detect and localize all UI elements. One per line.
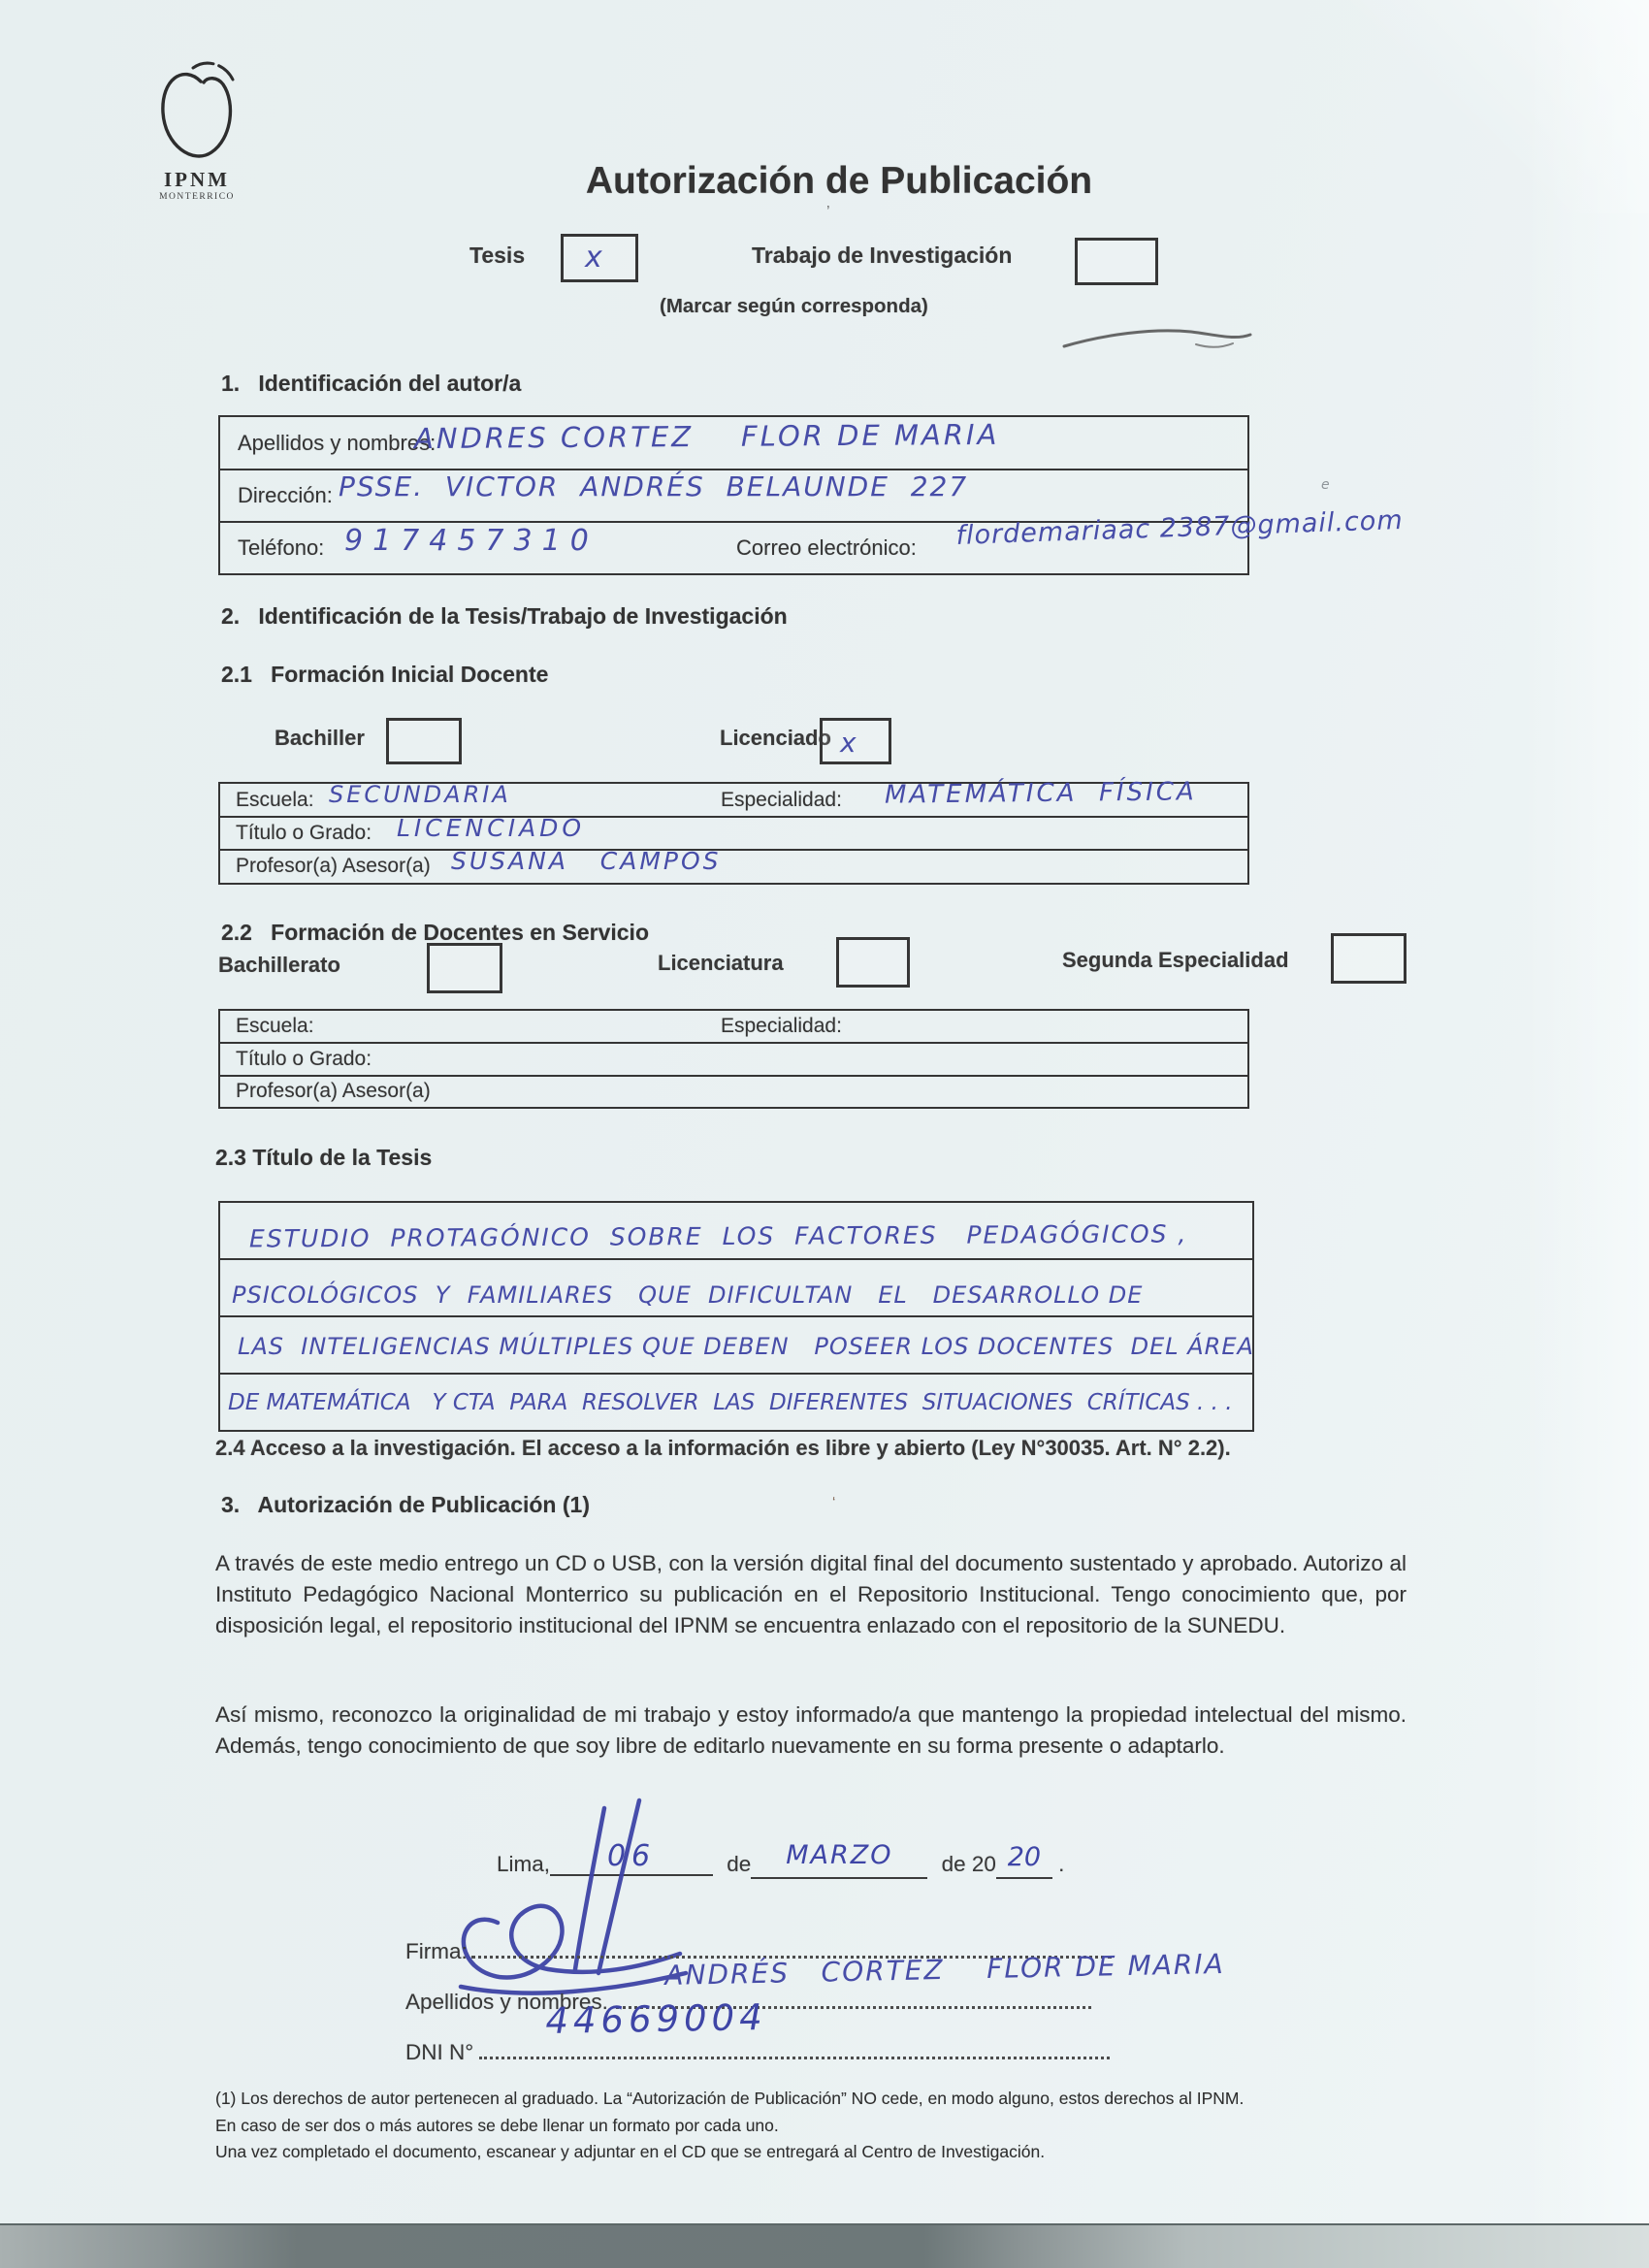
marcar-note: (Marcar según corresponda) [660,295,928,317]
pencil-mark-icon [1060,320,1254,355]
escuela-label: Escuela: [236,789,314,811]
bachillerato-checkbox [427,943,502,993]
year-value: 20 [1007,1842,1042,1872]
table-row-asesor [220,847,1247,885]
thesis-line-row [220,1375,1252,1430]
licenciado-checkbox [820,718,891,764]
logo-acronym: IPNM [164,168,230,191]
table-row-direccion [220,470,1247,523]
thesis-title-box [218,1201,1254,1432]
period: . [1058,1852,1065,1876]
scan-corner-highlight [1339,0,1649,213]
scan-speck: ’ [826,204,830,220]
table-row-apellidos [220,417,1247,470]
year-blank [996,1842,1052,1879]
correo-value: flordemariaac 2387@gmail.com [955,504,1405,551]
apellidos-value: ANDRES CORTEZ FLOR DE MARIA [413,417,1000,456]
apellidos-signature-value: ANDRÉS CORTEZ FLOR DE MARIA [664,1947,1226,1992]
licenciado-label: Licenciado [720,726,831,750]
asesor-label: Profesor(a) Asesor(a) [236,855,431,877]
table-row-escuela2 [220,1011,1247,1044]
section23-heading: 2.3 Título de la Tesis [215,1145,433,1170]
segunda-especialidad-checkbox [1331,933,1406,984]
licenciatura-checkbox [836,937,910,988]
month-blank [751,1840,927,1879]
especialidad-label: Especialidad: [721,789,842,811]
thesis-title-line-4: DE MATEMÁTICA Y CTA PARA RESOLVER LAS DIFERENTES SITUACIONES CRÍTICAS . . . [228,1390,1233,1415]
scan-speck: e [1321,477,1330,493]
section1-heading: 1. Identificación del autor/a [221,371,522,396]
table-row-titulo [220,814,1247,851]
bachiller-label: Bachiller [275,726,365,750]
thesis-line-row [220,1317,1252,1375]
dni-value: 44669004 [545,1996,768,2042]
especialidad-value: MATEMÁTICA FÍSICA [884,777,1197,810]
thesis-title-line-2: PSICOLÓGICOS Y FAMILIARES QUE DIFICULTAN EL DESARROLLO DE [232,1281,1144,1309]
authorization-paragraph-2: Así mismo, reconozco la originalidad de mi trabajo y estoy informado/a que mantengo la propiedad intelectual del mismo. Además, tengo conocimiento de que soy libre de editarlo nuevamente en su forma presente o adaptarlo. [215,1702,1406,1759]
tesis-checkbox [561,234,638,282]
dni-label: DNI N° [405,2040,474,2064]
section21-heading: 2.1 Formación Inicial Docente [221,662,549,687]
correo-label: Correo electrónico: [736,535,917,560]
de20-label: de 20 [941,1852,996,1876]
section2-heading: 2. Identificación de la Tesis/Trabajo de Investigación [221,603,788,629]
bachiller-checkbox [386,718,462,764]
licenciado-check-mark: x [840,727,857,759]
table-row-escuela [220,777,1247,818]
ipnm-logo-icon [152,56,242,163]
especialidad2-label: Especialidad: [721,1015,842,1037]
asesor-value: SUSANA CAMPOS [451,847,722,875]
footnote-1: (1) Los derechos de autor pertenecen al graduado. La “Autorización de Publicación” NO cede, en modo alguno, estos derechos al IPNM. [215,2089,1245,2108]
formacion-inicial-table [218,777,1249,885]
bachillerato-label: Bachillerato [218,953,340,977]
page-title: Autorización de Publicación [585,160,1093,202]
table-row-telefono-correo [220,504,1405,575]
section24-text: 2.4 Acceso a la investigación. El acceso a la información es libre y abierto (Ley N°30035. Art. N° 2.2). [215,1436,1231,1460]
footnotes [215,2086,1438,2166]
lima-label: Lima, [497,1852,551,1876]
tesis-check-mark: x [585,241,602,275]
section22-heading: 2.2 Formación de Docentes en Servicio [221,920,649,945]
authorization-paragraph-1: A través de este medio entrego un CD o USB, con la versión digital final del documento sustentado y aprobado. Autorizo al Instituto Pedagógico Nacional Monterrico su publicación en el Repositorio Institucional. Tengo conocimiento que, por disposición legal, el repositorio institucional del IPNM se encuentra enlazado con el repositorio de la SUNEDU. [215,1551,1406,1638]
logo-name: MONTERRICO [159,192,235,202]
signature-image [441,1795,694,2000]
escuela2-label: Escuela: [236,1015,314,1037]
footnote-2: En caso de ser dos o más autores se debe llenar un formato por cada uno. [215,2115,779,2135]
scanner-edge-strip [0,2223,1649,2268]
de-label: de [727,1852,752,1876]
apellidos-firma-label: Apellidos y nombres. [405,1990,608,2014]
scan-edge-highlight [1523,0,1649,2268]
apellidos-label: Apellidos y nombres: [238,431,436,455]
docentes-servicio-table [218,1009,1249,1109]
month-value: MARZO [786,1840,893,1870]
dni-line [405,2037,1110,2065]
thesis-line-row [220,1203,1252,1260]
thesis-line-row [220,1260,1252,1317]
trabajo-checkbox [1075,238,1158,285]
telefono-label: Teléfono: [238,535,325,560]
trabajo-label: Trabajo de Investigación [752,243,1013,268]
direccion-label: Dirección: [238,483,333,507]
licenciatura-label: Licenciatura [658,951,784,975]
footnote-3: Una vez completado el documento, escanear y adjuntar en el CD que se entregará al Centro de Investigación. [215,2142,1046,2162]
day-value: 06 [606,1839,657,1873]
direccion-value: PSSE. VICTOR ANDRÉS BELAUNDE 227 [339,470,969,502]
thesis-title-line-1: ESTUDIO PROTAGÓNICO SOBRE LOS FACTORES PEDAGÓGICOS , [248,1219,1188,1253]
section3-heading: 3. Autorización de Publicación (1) [221,1492,590,1517]
tesis-label: Tesis [469,243,526,268]
escuela-value: SECUNDARIA [329,781,511,808]
segunda-especialidad-label: Segunda Especialidad [1062,948,1289,972]
author-table [218,415,1405,575]
table-row-asesor2 [220,1077,1247,1109]
titulo2-label: Título o Grado: [236,1048,372,1070]
firma-label: Firma: [405,1939,468,1963]
scan-speck: ‘ [832,1494,836,1510]
asesor2-label: Profesor(a) Asesor(a) [236,1080,431,1102]
table-row-titulo2 [220,1044,1247,1077]
telefono-value: 917457310 [344,524,598,558]
titulo-value: LICENCIADO [397,814,586,842]
thesis-title-line-3: LAS INTELIGENCIAS MÚLTIPLES QUE DEBEN POSEER LOS DOCENTES DEL ÁREA [238,1333,1254,1360]
titulo-label: Título o Grado: [236,822,372,844]
ipnm-logo [144,56,250,202]
